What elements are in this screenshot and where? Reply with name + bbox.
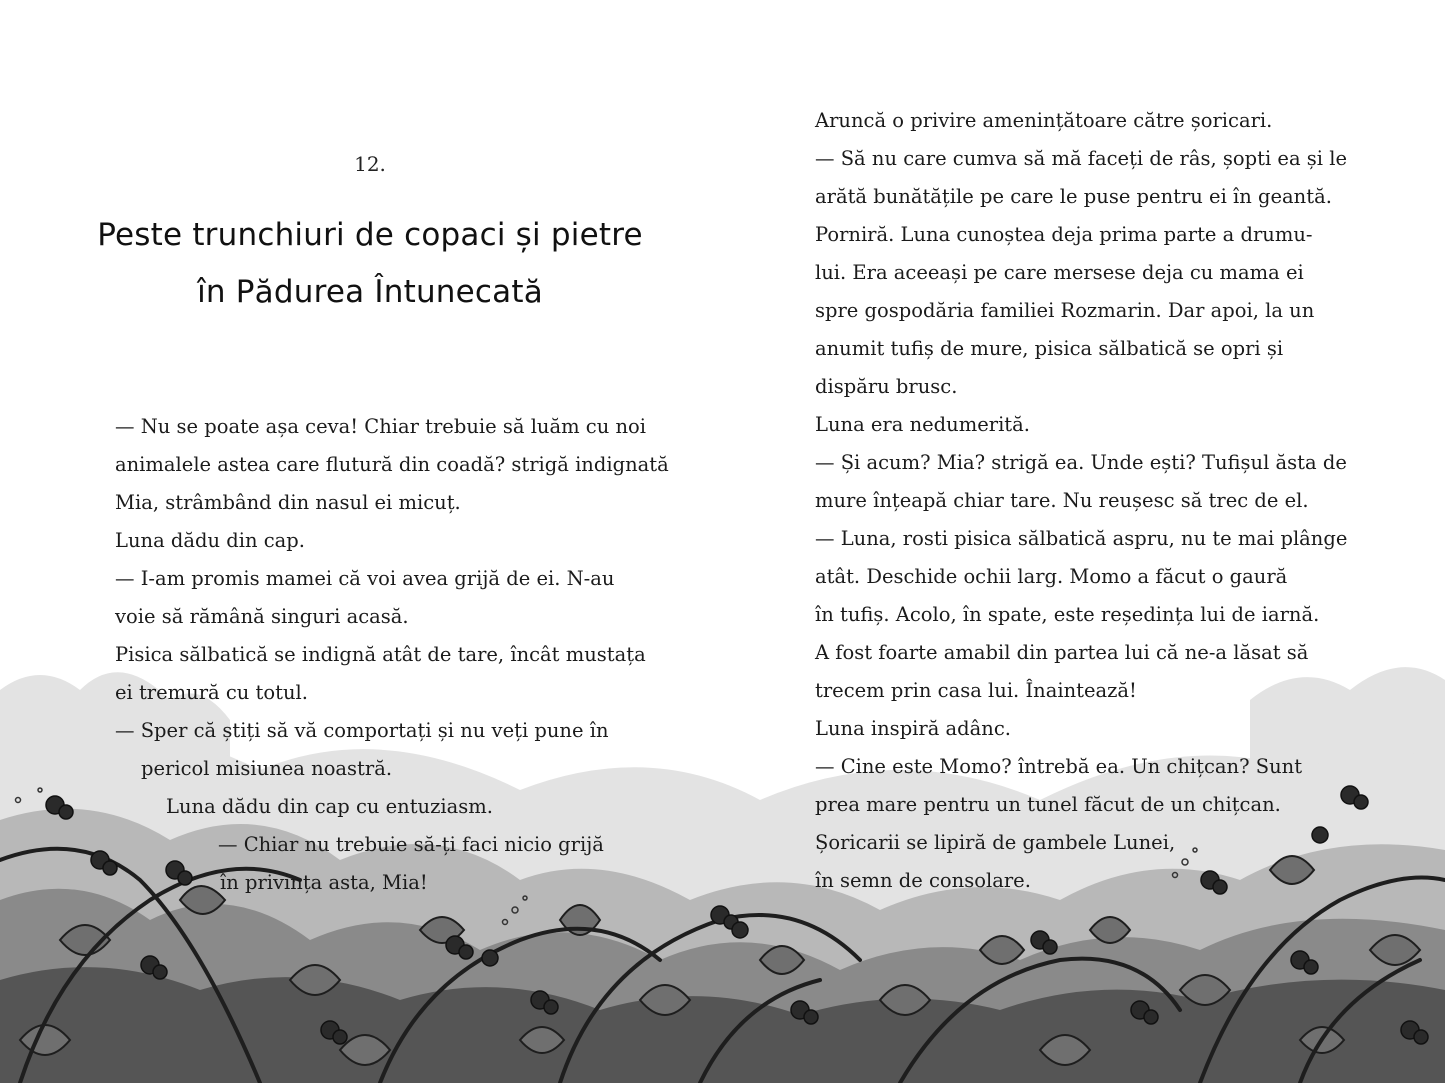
text-line: anumit tufiș de mure, pisica sălbatică se opri și: [815, 337, 1284, 360]
text-line: — Cine este Momo? întrebă ea. Un chițcan? Sunt: [815, 755, 1303, 778]
text-line: trecem prin casa lui. Înaintează!: [815, 679, 1137, 702]
text-line: dispăru brusc.: [815, 375, 958, 398]
text-line: în tufiș. Acolo, în spate, este reședința lui de iarnă.: [815, 603, 1320, 626]
text-line: Luna dădu din cap cu entuziasm.: [166, 795, 493, 818]
text-line: Luna inspiră adânc.: [815, 717, 1011, 740]
text-line: Șoricarii se lipiră de gambele Lunei,: [815, 831, 1176, 854]
text-line: Pisica sălbatică se indignă atât de tare, încât mustața: [115, 643, 646, 666]
text-line: — Și acum? Mia? strigă ea. Unde ești? Tufișul ăsta de: [815, 451, 1347, 474]
text-line: ei tremură cu totul.: [115, 681, 308, 704]
text-line: — Luna, rosti pisica sălbatică aspru, nu te mai plânge: [815, 527, 1348, 550]
chapter-number: 12.: [354, 152, 386, 176]
text-line: Porniră. Luna cunoștea deja prima parte a drumu-: [815, 223, 1313, 246]
text-line: pericol misiunea noastră.: [141, 757, 393, 780]
text-line: atât. Deschide ochii larg. Momo a făcut o gaură: [815, 565, 1288, 588]
text-line: voie să rămână singuri acasă.: [115, 605, 409, 628]
text-line: lui. Era aceeași pe care mersese deja cu mama ei: [815, 261, 1304, 284]
text-line: — I-am promis mamei că voi avea grijă de ei. N-au: [115, 567, 615, 590]
chapter-title-line: Peste trunchiuri de copaci și pietre: [97, 217, 643, 253]
text-line: animalele astea care flutură din coadă? strigă indignată: [115, 453, 669, 476]
text-line: spre gospodăria familiei Rozmarin. Dar apoi, la un: [815, 299, 1315, 322]
text-line: Luna era nedumerită.: [815, 413, 1030, 436]
text-line: arătă bunătățile pe care le puse pentru ei în geantă.: [815, 185, 1332, 208]
text-line: Mia, strâmbând din nasul ei micuț.: [115, 491, 461, 514]
text-line: în semn de consolare.: [815, 869, 1031, 892]
text-line: Luna dădu din cap.: [115, 529, 305, 552]
text-line: Aruncă o privire amenințătoare către șoricari.: [815, 109, 1273, 132]
text-line: A fost foarte amabil din partea lui că ne-a lăsat să: [815, 641, 1309, 664]
text-line: — Nu se poate așa ceva! Chiar trebuie să luăm cu noi: [115, 415, 647, 438]
text-line: prea mare pentru un tunel făcut de un chițcan.: [815, 793, 1281, 816]
text-line: — Chiar nu trebuie să-ți faci nicio grijă: [218, 833, 604, 856]
chapter-title: [90, 207, 650, 321]
chapter-title-line: în Pădurea Întunecată: [197, 274, 543, 310]
text-line: mure înțeapă chiar tare. Nu reușesc să trec de el.: [815, 489, 1309, 512]
text-line: — Să nu care cumva să mă faceți de râs, șopti ea și le: [815, 147, 1347, 170]
text-line: — Sper că știți să vă comportați și nu veți pune în: [115, 719, 609, 742]
text-line: în privința asta, Mia!: [220, 871, 428, 894]
